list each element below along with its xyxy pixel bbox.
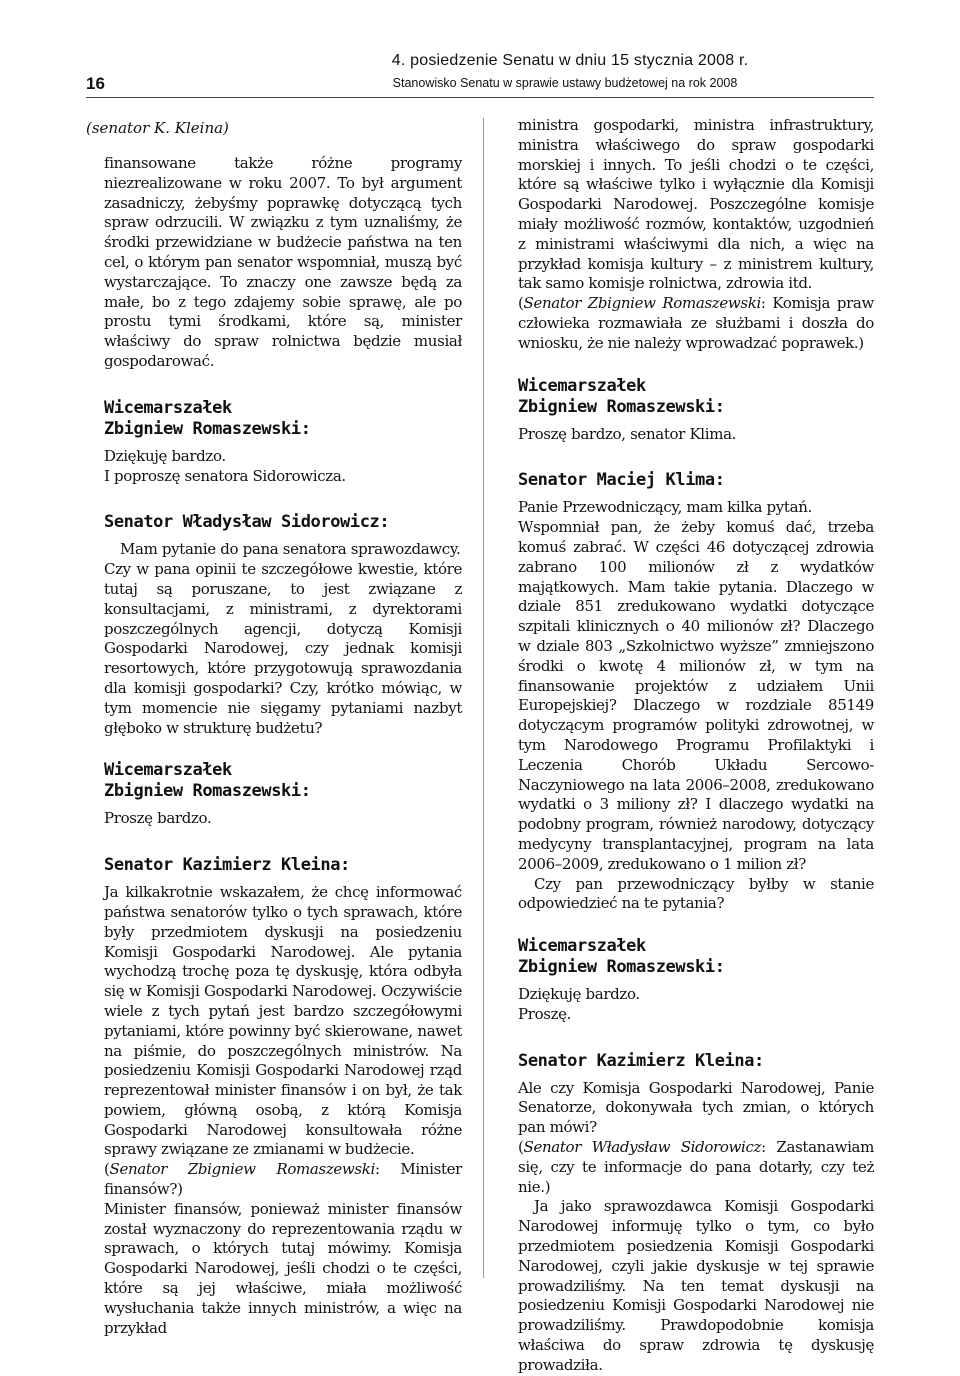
speech-paragraph: Mam pytanie do pana senatora sprawozdawcy. — [120, 540, 461, 559]
speech-paragraph: Ja kilkakrotnie wskazałem, że chcę informować państwa senatorów tylko o tych sprawach, które były przedmiotem dyskusji na posiedzeniu Komisji Gospodarki Narodowej. Ale pytania wychodzą trochę poza tę dyskusję, która odbyła się w Komisji Gospodarki Narodowej. Oczywiście wiele z tych pytań jest bardzo szczegółowymi pytaniami, które powinny być skierowane, nawet na piśmie, do poszczególnych ministrów. Na posiedzeniu Komisji Gospodarki Narodowej rząd reprezentował minister finansów i on był, że tak powiem, główną osobą, z którą Komisja Gospodarki Narodowej konsultowała różne sprawy związane ze zmianami w budżecie. — [104, 883, 462, 1159]
speech-paragraph: Panie Przewodniczący, mam kilka pytań. — [518, 498, 812, 517]
interjection-text: : Komisja praw człowieka rozmawiała ze służbami i doszła do wniosku, że nie należy wprowadzać poprawek.) — [518, 294, 874, 352]
speech-paragraph: Minister finansów, ponieważ minister finansów został wyznaczony do reprezentowania rządu w sprawach, o których tutaj mówimy. Komisja Gospodarki Narodowej, jeśli chodzi o te części, które są jej właściwe, miała możliwość wysłuchania także innych ministrów, a więc na przykład — [104, 1199, 462, 1337]
speech-paragraph: Ale czy Komisja Gospodarki Narodowej, Panie Senatorze, dokonywała tych zmian, o których pan mówi? — [518, 1078, 874, 1137]
left-column — [86, 116, 462, 1338]
speech-paragraph: Proszę bardzo, senator Klima. — [518, 424, 737, 443]
speaker-heading — [104, 398, 462, 440]
running-title: 4. posiedzenie Senatu w dniu 15 stycznia 2008 r. — [391, 52, 749, 69]
interjection: (Senator Władysław Sidorowicz: Zastanawiam się, czy te informacje do pana dotarły, czy też nie.) — [518, 1138, 874, 1196]
interjection-speaker: Senator Władysław Sidorowicz — [523, 1138, 762, 1157]
speaker-title: Wicemarszałek — [104, 760, 232, 781]
continuation-paragraph: ministra gospodarki, ministra infrastruktury, ministra właściwego do spraw gospodarki morskiej i innych. To jeśli chodzi o te części, które są właściwe tylko i wyłącznie dla Komisji Gospodarki Narodowej. Poszczególne komisje miały możliwość rozmów, kontaktów, uzgodnień z ministrami właściwymi dla nich, a więc na przykład komisja kultury – z ministrem kultury, tak samo komisje rolnictwa, zdrowia itd. — [518, 116, 874, 293]
speech-paragraph: Ja jako sprawozdawca Komisji Gospodarki Narodowej informuję tylko o tym, co było przedmiotem posiedzenia Komisji Gospodarki Narodowej, czyli jakie dyskusje w tej sprawie prowadziliśmy. Na ten temat dyskusji na posiedzeniu Komisji Gospodarki Narodowej nie prowadziliśmy. Prawdopodobnie komisja właściwa do spraw zdrowia tę dyskusję prowadziła. — [518, 1197, 874, 1374]
page-header — [86, 52, 874, 96]
speaker-title: Wicemarszałek — [518, 375, 646, 396]
interjection: (Senator Zbigniew Romaszewski: Komisja praw człowieka rozmawiała ze służbami i doszła do wniosku, że nie należy wprowadzać poprawek.) — [518, 294, 874, 352]
speaker-heading: Senator Władysław Sidorowicz: — [104, 512, 390, 533]
running-subtitle: Stanowisko Senatu w sprawie ustawy budżetowej na rok 2008 — [392, 76, 738, 90]
column-divider — [483, 118, 484, 1278]
interjection-speaker: Senator Zbigniew Romaszewski — [523, 294, 761, 313]
speaker-heading: Senator Maciej Klima: — [518, 470, 725, 491]
speaker-heading — [518, 936, 874, 978]
speech-paragraph: Proszę. — [518, 1004, 572, 1023]
speaker-heading: Senator Kazimierz Kleina: — [518, 1050, 764, 1071]
right-column — [518, 116, 874, 1376]
speaker-title: Wicemarszałek — [518, 936, 646, 957]
speech-paragraph: I poproszę senatora Sidorowicza. — [104, 466, 346, 485]
intro-paragraph: finansowane także różne programy niezrealizowane w roku 2007. To był argument zasadniczy, żebyśmy poprawkę dotyczącą tych spraw odrzucili. W związku z tym uznaliśmy, że środki przewidziane w budżecie państwa na ten cel, o którym pan senator wspomniał, muszą być wystarczające. To znaczy one zawsze będą za małe, bo z tego zdajemy sobie sprawę, ale po prostu tymi środkami, które są, minister właściwy do spraw rolnictwa będzie musiał gospodarować. — [104, 154, 462, 370]
speech-paragraph: Czy w pana opinii te szczegółowe kwestie, które tutaj są poruszane, to jest związane z konsultacjami, z ministrami, z dyrektorami poszczególnych agencji, dotyczą Komisji Gospodarki Narodowej, czy jednak komisji resortowych, które przygotowują sprawozdania dla komisji gospodarki? Czy, krótko mówiąc, w tym momencie nie sięgamy pytaniami nazbyt głęboko w strukturę budżetu? — [104, 560, 462, 737]
interjection: (Senator Zbigniew Romaszewski: Minister finansów?) — [104, 1160, 462, 1199]
speaker-name: Zbigniew Romaszewski: — [104, 781, 311, 802]
speech-paragraph: Proszę bardzo. — [104, 809, 212, 828]
speaker-name: Zbigniew Romaszewski: — [518, 396, 725, 417]
continuation-note: (senator K. Kleina) — [86, 119, 229, 137]
speech-paragraph: Czy pan przewodniczący byłby w stanie odpowiedzieć na te pytania? — [518, 874, 874, 913]
speaker-name: Zbigniew Romaszewski: — [104, 418, 311, 439]
interjection-text: : Minister finansów?) — [104, 1160, 462, 1199]
speaker-title: Wicemarszałek — [104, 397, 232, 418]
interjection-text: : Zastanawiam się, czy te informacje do pana dotarły, czy też nie.) — [518, 1138, 874, 1196]
interjection-speaker: Senator Zbigniew Romaszewski — [109, 1160, 375, 1179]
speaker-name: Zbigniew Romaszewski: — [518, 957, 725, 978]
speech-paragraph: Dziękuję bardzo. — [518, 985, 640, 1004]
speech-paragraph: Dziękuję bardzo. — [104, 446, 226, 465]
speech-paragraph: Wspomniał pan, że żeby komuś dać, trzeba komuś zabrać. W części 46 dotyczącej zdrowia zabrano 100 milionów zł z wydatków majątkowych. Mam takie pytania. Dlaczego w dziale 851 zredukowano wydatki dotyczące szpitali klinicznych o 40 milionów zł? Dlaczego w dziale 803 „Szkolnictwo wyższe” zmniejszono środki o kwotę 4 milionów zł, w tym na finansowanie projektów z udziałem Unii Europejskiej? Dlaczego w rozdziale 85149 dotyczącym programów polityki zdrowotnej, w tym Narodowego Programu Profilaktyki i Leczenia Chorób Układu Sercowo-Naczyniowego na lata 2006–2008, zredukowano wydatki o 3 miliony zł? I dlaczego wydatki na podobny program, również narodowy, dotyczący medycyny transplantacyjnej, program na lata 2006–2009, zredukowano o 1 milion zł? — [518, 518, 874, 873]
speaker-heading — [104, 760, 462, 802]
header-rule — [86, 97, 874, 98]
speaker-heading — [518, 376, 874, 418]
speaker-heading: Senator Kazimierz Kleina: — [104, 855, 350, 876]
page-number: 16 — [86, 74, 105, 93]
